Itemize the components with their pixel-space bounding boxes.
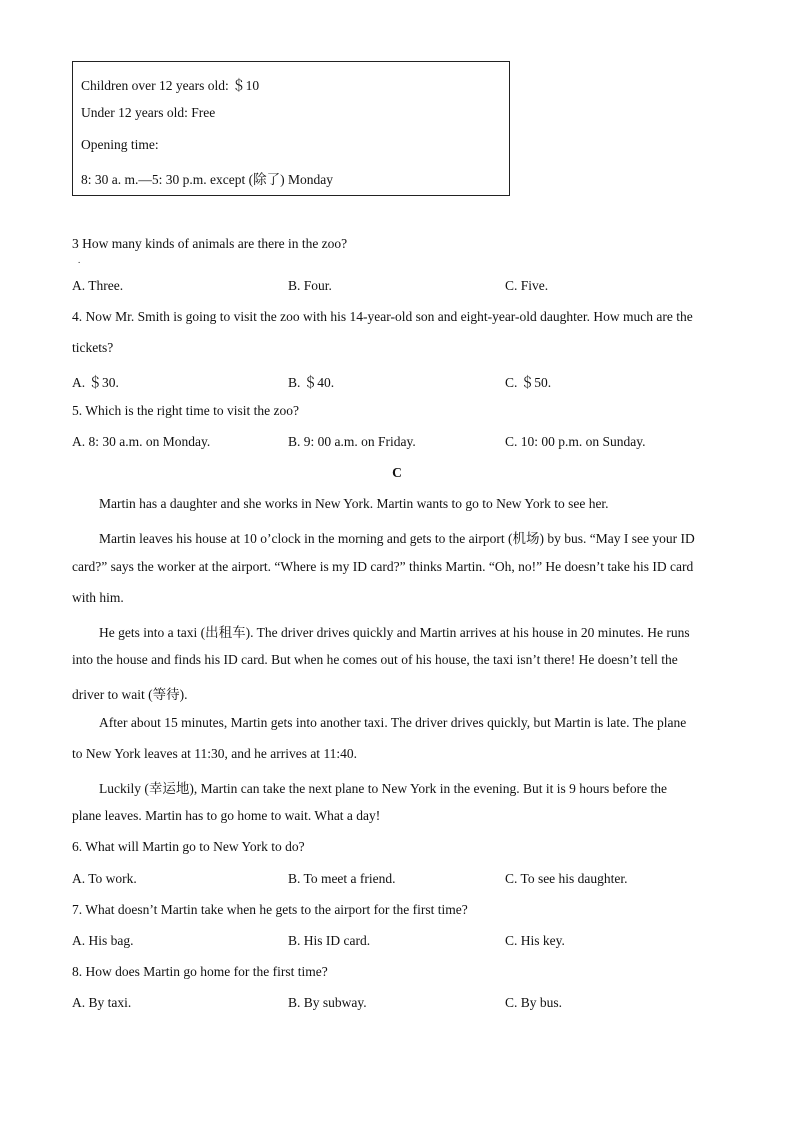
question-4-line1: 4. Now Mr. Smith is going to visit the zoo with his 14-year-old son and eight-year-old daughter. How much are the [72, 309, 693, 324]
passage-p1: Martin has a daughter and she works in New York. Martin wants to go to New York to see her. [99, 496, 609, 511]
question-3: 3 How many kinds of animals are there in the zoo? [72, 236, 348, 251]
q5-option-b: B. 9: 00 a.m. on Friday. [288, 434, 416, 449]
q6-option-c: C. To see his daughter. [505, 871, 628, 886]
q4-option-b: B. ＄40. [288, 375, 335, 390]
q4-option-a: A. ＄30. [72, 375, 119, 390]
q6-option-a: A. To work. [72, 871, 137, 886]
question-4-line2: tickets? [72, 340, 114, 355]
price-over-12: Children over 12 years old: ＄10 [81, 78, 260, 93]
question-8: 8. How does Martin go home for the first time? [72, 964, 328, 979]
stray-dot: . [78, 255, 81, 265]
passage-p5-line2: plane leaves. Martin has to go home to wait. What a day! [72, 808, 381, 823]
q5-option-c: C. 10: 00 p.m. on Sunday. [505, 434, 646, 449]
passage-p3-line3: driver to wait (等待). [72, 687, 188, 702]
passage-p3-line1: He gets into a taxi (出租车). The driver drives quickly and Martin arrives at his house in 20 minutes. He runs [99, 625, 690, 640]
price-under-12: Under 12 years old: Free [81, 105, 216, 120]
passage-p2-line3: with him. [72, 590, 124, 605]
passage-p4-line2: to New York leaves at 11:30, and he arrives at 11:40. [72, 746, 358, 761]
passage-p2-line2: card?” says the worker at the airport. “Where is my ID card?” thinks Martin. “Oh, no!” He doesn’t take his ID card [72, 559, 694, 574]
question-6: 6. What will Martin go to New York to do? [72, 839, 305, 854]
passage-p3-line2: into the house and finds his ID card. But when he comes out of his house, the taxi isn’t there! He doesn’t tell the [72, 652, 678, 667]
q7-option-a: A. His bag. [72, 933, 134, 948]
q7-option-c: C. His key. [505, 933, 565, 948]
q3-option-b: B. Four. [288, 278, 332, 293]
opening-time-label: Opening time: [81, 137, 159, 152]
passage-p4-line1: After about 15 minutes, Martin gets into another taxi. The driver drives quickly, but Martin is late. The plane [99, 715, 687, 730]
passage-p5-line1: Luckily (幸运地), Martin can take the next plane to New York in the evening. But it is 9 hours before the [99, 781, 668, 796]
q8-option-a: A. By taxi. [72, 995, 132, 1010]
q7-option-b: B. His ID card. [288, 933, 371, 948]
question-7: 7. What doesn’t Martin take when he gets to the airport for the first time? [72, 902, 468, 917]
q3-option-c: C. Five. [505, 278, 549, 293]
question-5: 5. Which is the right time to visit the zoo? [72, 403, 299, 418]
q8-option-c: C. By bus. [505, 995, 563, 1010]
section-c-heading: C [392, 465, 402, 480]
q4-option-c: C. ＄50. [505, 375, 552, 390]
q6-option-b: B. To meet a friend. [288, 871, 396, 886]
q3-option-a: A. Three. [72, 278, 124, 293]
ticket-info-box [72, 61, 510, 196]
q8-option-b: B. By subway. [288, 995, 367, 1010]
passage-p2-line1: Martin leaves his house at 10 o’clock in the morning and gets to the airport (机场) by bus. “May I see your ID [99, 531, 695, 546]
q5-option-a: A. 8: 30 a.m. on Monday. [72, 434, 211, 449]
opening-hours: 8: 30 a. m.—5: 30 p.m. except (除了) Monday [81, 172, 333, 187]
